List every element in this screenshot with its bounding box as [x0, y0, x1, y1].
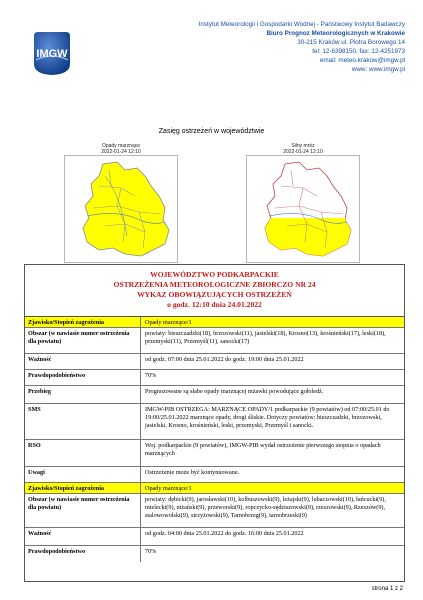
table-row: Ważność od godz. 04:00 dnia 25.01.2022 do godz. 16:00 dnia 25.01.2022: [25, 528, 404, 546]
warning-table: [24, 264, 405, 582]
table-row: SMS IMGW-PIB OSTRZEGA: MARZNĄCE OPADY/1 podkarpackie (9 powiatów) od 07:00/25.01 do 19:00/25.01.2022 marznące opady, drogi śliskie. Dotyczy powiatów: bieszczadzki, brzozowski, jasielski, Krosno, krośnieński, leski, przemyski, Przemyśl i sanocki.: [25, 404, 404, 440]
table-row: Zjawisko/Stopień zagrożenia Opady marznące/1: [25, 483, 404, 494]
title-bulletin: OSTRZEŻENIA METEOROLOGICZNE ZBIORCZO NR 24: [113, 280, 316, 289]
table-row: Przebieg Prognozowane są słabe opady marznącej mżawki powodujące gołoledź.: [25, 386, 404, 404]
table-row: Prawdopodobieństwo 70%: [25, 370, 404, 386]
title-voivodeship: WOJEWÓDZTWO PODKARPACKIE: [150, 270, 279, 279]
map-label: Silny mróz: [291, 143, 315, 149]
bureau-name: Biuro Prognoz Meteorologicznych w Krakowie: [266, 30, 405, 37]
maps-section-title: Zasięg ostrzeżeń w województwie: [158, 128, 265, 135]
table-row: Uwagi Ostrzeżenie może być kontynuowane.: [25, 467, 404, 483]
table-row: Obszar (w nawiasie numer ostrzeżenia dla powiatu) powiaty: bieszczadzki(18), brzozowski(11), jasielski(18), Krosno(13), krośnieński(17), leski(18), przemyski(11), Przemyśl(11), sanocki(17): [25, 328, 404, 354]
table-row: Prawdopodobieństwo 70%: [25, 546, 404, 562]
region-map: [247, 156, 359, 262]
map-freezing-rain: [64, 143, 178, 263]
website: www: www.imgw.pl: [351, 66, 405, 73]
table-row: Zjawisko/Stopień zagrożenia Opady marznące/1: [25, 317, 404, 328]
map-label: Opady marznące: [101, 143, 141, 149]
title-date: o godz. 12:10 dnia 24.01.2022: [167, 300, 262, 309]
title-list: WYKAZ OBOWIĄZUJĄCYCH OSTRZEŻEŃ: [137, 290, 292, 299]
map-severe-frost: [246, 143, 360, 263]
logo-text: IMGW: [36, 48, 68, 60]
address: 30-215 Kraków ul. Piotra Borowego 14: [297, 39, 405, 46]
institute-name: Instytut Meteorologii i Gospodarki Wodnej - Państwowy Instytut Badawczy: [198, 21, 405, 28]
map-timestamp: 2022-01-24 12:10: [101, 149, 141, 155]
map-timestamp: 2022-01-24 12:10: [283, 149, 323, 155]
region-map: [65, 156, 177, 262]
table-row: Obszar (w nawiasie numer ostrzeżenia dla powiatu) powiaty: dębicki(9), jarosławski(10), kolbuszowski(9), leżajski(9), lubaczowski(10), łańcucki(9), mielecki(9), niżański(9), przeworski(9), ropczycko-sędziszowski(9), rzeszowski(9), Rzeszów(9), stalowowolski(9), strzyżowski(9), Tarnobrzeg(9), tarnobrzeski(9): [25, 494, 404, 528]
warning-title: [25, 265, 404, 317]
table-row: Ważność od godz. 07:00 dnia 25.01.2022 do godz. 19:00 dnia 25.01.2022: [25, 354, 404, 370]
imgw-logo: [32, 30, 72, 76]
institute-header: [135, 20, 405, 74]
email: email: meteo.krakow@imgw.pl: [319, 57, 405, 64]
page-number: strona 1 z 2: [371, 586, 403, 592]
table-row: RSO Woj. podkarpackie (9 powiatów), IMGW-PIB wydał ostrzeżenie pierwszego stopnia o opadach marznących: [25, 440, 404, 467]
phone-fax: tel: 12-6398150, fax: 12-4251973: [312, 48, 405, 55]
